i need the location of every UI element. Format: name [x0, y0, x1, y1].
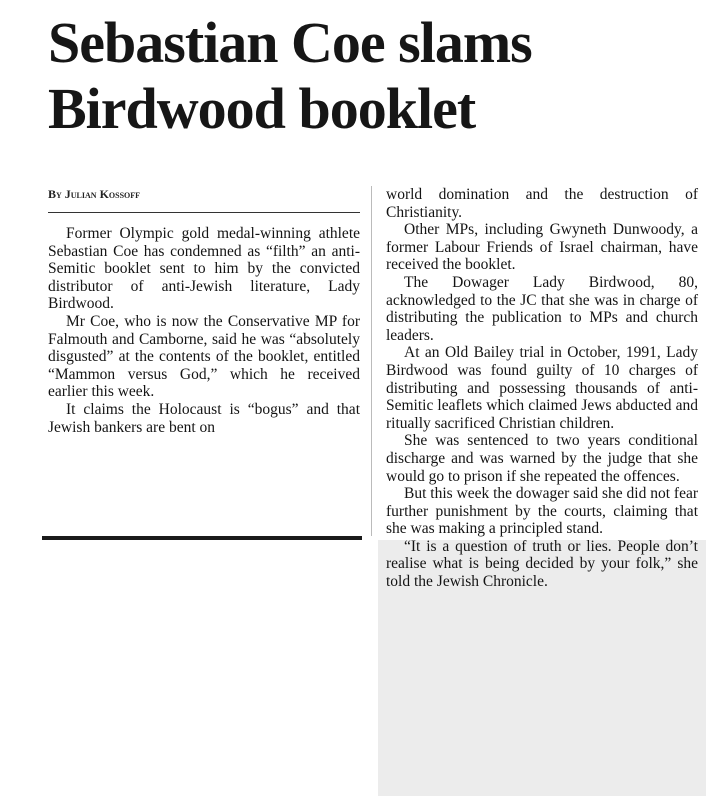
headline-line-1: Sebastian Coe slams	[48, 10, 532, 75]
paragraph: “It is a question of truth or lies. People don’t realise what is being decided by your folk,” she told the Jewish Chronicle.	[386, 537, 698, 591]
paragraph: It claims the Holocaust is “bogus” and that Jewish bankers are bent on	[48, 400, 360, 436]
headline-line-2: Birdwood booklet	[48, 76, 476, 141]
paragraph: Mr Coe, who is now the Conservative MP for Falmouth and Camborne, said he was “absolutely disgusted” at the contents of the booklet, entitled “Mammon versus God,” which he received earlier this week.	[48, 312, 360, 401]
byline-author: Julian Kossoff	[64, 187, 141, 201]
byline-rule	[48, 212, 360, 213]
column-divider	[371, 186, 372, 536]
paragraph: world domination and the destruction of Christianity.	[386, 186, 698, 221]
paragraph: But this week the dowager said she did not fear further punishment by the courts, claiming that she was making a principled stand.	[386, 485, 698, 538]
paragraph: Former Olympic gold medal-winning athlete Sebastian Coe has condemned as “filth” an anti-Semitic booklet sent to him by the convicted distributor of anti-Jewish literature, Lady Birdwood.	[48, 225, 360, 313]
headline	[48, 10, 688, 142]
paragraph: At an Old Bailey trial in October, 1991, Lady Birdwood was found guilty of 10 charges of distributing and possessing thousands of anti-Semitic leaflets which claimed Jews abducted and ritually sacrificed Christian children.	[386, 344, 698, 432]
byline	[48, 187, 360, 202]
left-column	[48, 225, 360, 436]
right-column	[386, 186, 698, 591]
column-end-rule	[42, 536, 362, 540]
paragraph: The Dowager Lady Birdwood, 80, acknowledged to the JC that she was in charge of distributing the publication to MPs and church leaders.	[386, 273, 698, 344]
paragraph: She was sentenced to two years conditional discharge and was warned by the judge that she would go to prison if she repeated the offences.	[386, 432, 698, 485]
byline-prefix: By	[48, 187, 62, 201]
paragraph: Other MPs, including Gwyneth Dunwoody, a former Labour Friends of Israel chairman, have received the booklet.	[386, 221, 698, 274]
